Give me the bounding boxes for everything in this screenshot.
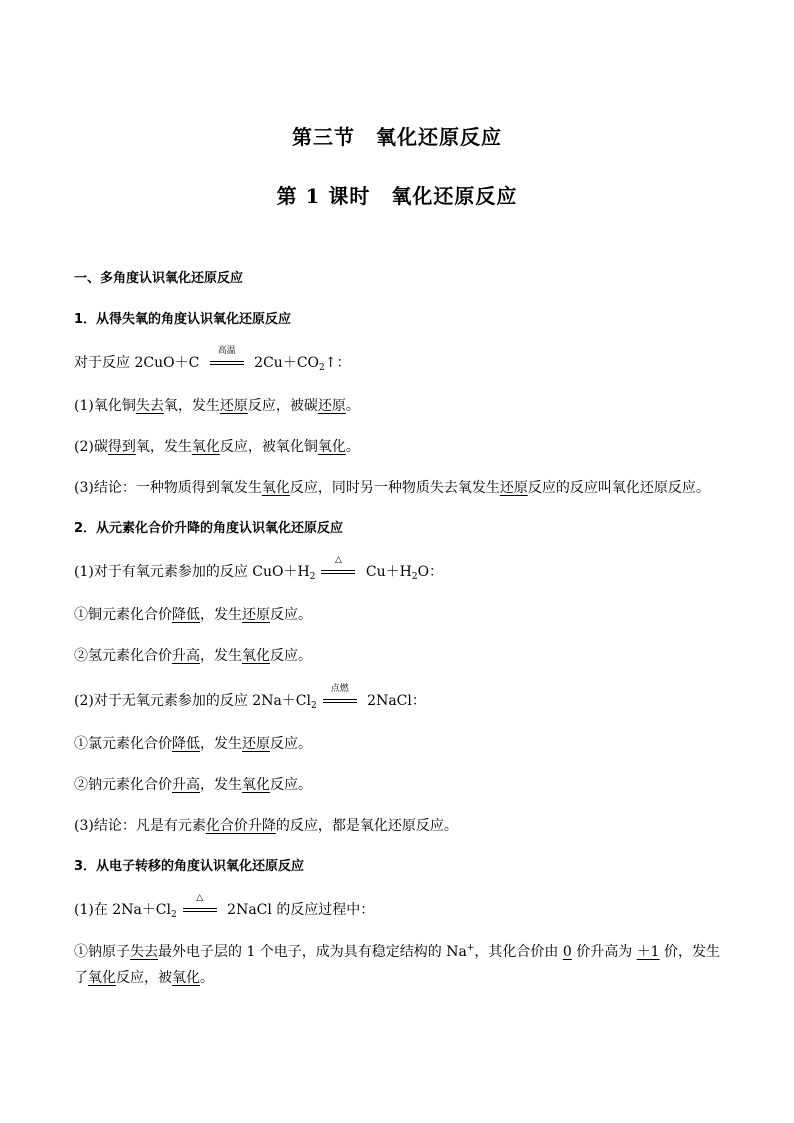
reaction-condition-heat <box>321 555 355 581</box>
blank-answer: 氧化 <box>317 439 346 455</box>
reaction-condition-heat <box>183 893 217 919</box>
subsection-heading-1: 1．从得失氧的角度认识氧化还原反应 <box>74 312 292 327</box>
blank-answer: 还原 <box>242 607 270 623</box>
paragraph-4: ①铜元素化合价降低，发生还原反应。 <box>74 607 312 623</box>
paragraph-1: (1)氧化铜失去氧，发生还原反应，被碳还原。 <box>74 398 360 414</box>
blank-answer: 升高 <box>172 777 200 793</box>
paragraph-7: ②钠元素化合价升高，发生氧化反应。 <box>74 777 312 793</box>
blank-answer: 氧化 <box>172 970 200 986</box>
reaction-condition-high-temp: 高温 <box>210 350 244 372</box>
blank-answer: 失去 <box>130 944 158 960</box>
paragraph-3: (3)结论：一种物质得到氧发生氧化反应，同时另一种物质失去氧发生还原反应的反应叫氧化还原反应。 <box>74 480 710 496</box>
blank-answer: 氧化 <box>88 970 116 986</box>
equation-2: (1)对于有氧元素参加的反应 $CuO+H_2$ △ $Cu+H_2O$： <box>74 555 444 582</box>
lesson-title: 第 1 课时 氧化还原反应 <box>276 184 518 208</box>
blank-answer: 还原 <box>219 398 248 414</box>
subsection-heading-3: 3．从电子转移的角度认识氧化还原反应 <box>74 859 305 874</box>
blank-answer: 失去 <box>135 398 164 414</box>
blank-answer: 升高 <box>172 648 200 664</box>
paragraph-9: ①钠原子失去最外电子层的 1 个电子，成为具有稳定结构的 Na+，其化合价由 0 价升高为 ＋1 价，发生了氧化反应，被氧化。 <box>74 943 721 986</box>
blank-answer: 降低 <box>172 607 200 623</box>
paragraph-2: (2)碳得到氧，发生氧化反应，被氧化铜氧化。 <box>74 439 360 455</box>
blank-answer: 氧化 <box>242 777 270 793</box>
heat-triangle-icon: △ <box>196 893 204 903</box>
equation-4: (1)在 $2Na+Cl_2$ △ 2NaCl 的反应过程中： <box>74 893 375 920</box>
blank-answer: 还原 <box>242 736 270 752</box>
blank-answer: 氧化 <box>242 648 270 664</box>
blank-answer: 0 <box>562 944 572 960</box>
blank-answer: 还原 <box>499 480 528 496</box>
blank-answer: 氧化 <box>191 439 220 455</box>
section-title: 第三节 氧化还原反应 <box>292 125 502 149</box>
section-heading-1: 一、多角度认识氧化还原反应 <box>74 271 244 286</box>
blank-answer: 氧化 <box>261 480 290 496</box>
subsection-heading-2: 2．从元素化合价升降的角度认识氧化还原反应 <box>74 521 344 536</box>
blank-answer: ＋1 <box>636 944 660 960</box>
blank-answer: 化合价升降 <box>205 818 276 834</box>
reaction-condition-ignite: 点燃 <box>323 688 357 710</box>
blank-answer: 得到 <box>107 439 136 455</box>
heat-triangle-icon: △ <box>334 555 342 565</box>
blank-answer: 还原 <box>317 398 346 414</box>
equation-1: 对于反应 2CuO＋C 高温 $2Cu+CO_2↑$： <box>74 346 351 373</box>
paragraph-5: ②氢元素化合价升高，发生氧化反应。 <box>74 648 312 664</box>
paragraph-8: (3)结论：凡是有元素化合价升降的反应，都是氧化还原反应。 <box>74 818 458 834</box>
blank-answer: 降低 <box>172 736 200 752</box>
equation-3: (2)对于无氧元素参加的反应 $2Na+Cl_2$ 点燃 2NaCl： <box>74 684 426 711</box>
paragraph-6: ①氯元素化合价降低，发生还原反应。 <box>74 736 312 752</box>
